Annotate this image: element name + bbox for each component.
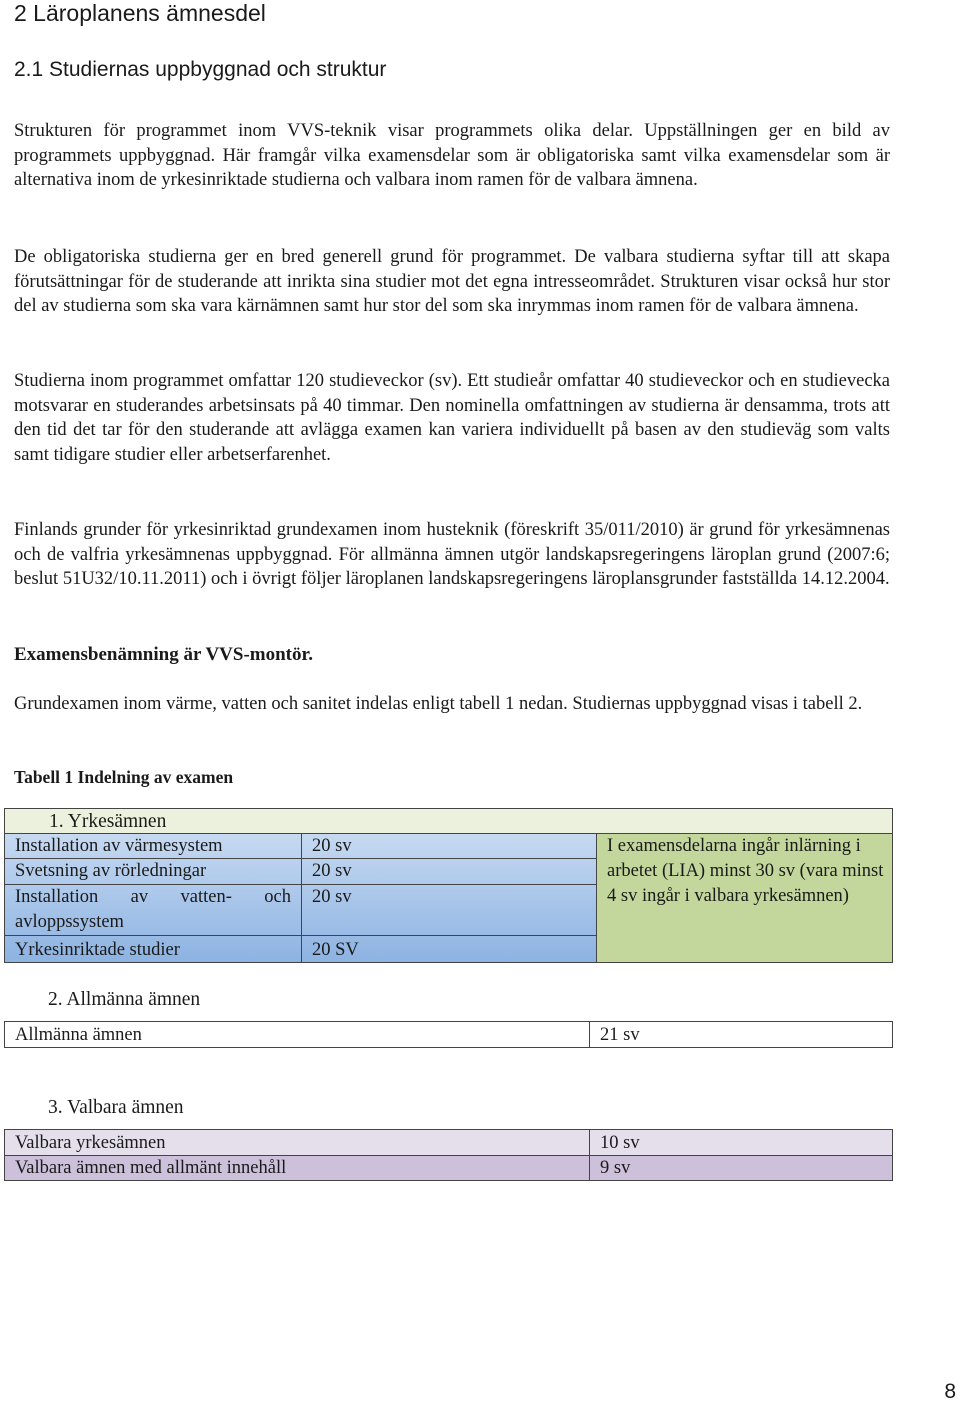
table-row-value: 9 sv bbox=[589, 1155, 893, 1181]
table-row-value: 10 sv bbox=[589, 1129, 893, 1156]
table-row-value: 20 sv bbox=[301, 884, 597, 936]
table-row-value: 20 sv bbox=[301, 833, 597, 859]
page-number: 8 bbox=[944, 1380, 956, 1403]
table-row-name: Installation av värmesystem bbox=[4, 833, 302, 859]
table-caption: Tabell 1 Indelning av examen bbox=[14, 767, 234, 787]
table-row-name: Yrkesinriktade studier bbox=[4, 935, 302, 963]
table-row-name: Allmänna ämnen bbox=[4, 1021, 590, 1048]
lia-note-text: I examensdelarna ingår inlärning i arbetet (LIA) minst 30 sv (vara minst 4 sv ingår i valbara yrkesämnen) bbox=[607, 836, 884, 906]
exam-title: Examensbenämning är VVS-montör. bbox=[14, 644, 313, 665]
section-2-heading: 2. Allmänna ämnen bbox=[48, 989, 201, 1010]
table-row-value: 20 SV bbox=[301, 935, 597, 963]
section-3-heading: 3. Valbara ämnen bbox=[48, 1097, 184, 1118]
paragraph-structure: Strukturen för programmet inom VVS-teknik visar programmets olika delar. Uppställningen ger en bild av programmets uppbyggnad. Här framgår vilka examensdelar som är obligatoriska samt vilka examensdelar som är alternativa inom de yrkesinriktade studierna och valbara inom ramen för de valbara ämnena. bbox=[14, 121, 890, 191]
table-row-name: Svetsning av rörledningar bbox=[4, 858, 302, 885]
subsection-heading: 2.1 Studiernas uppbyggnad och struktur bbox=[14, 58, 387, 81]
section-1-heading-text: 1. Yrkesämnen bbox=[49, 811, 167, 832]
lia-note-box bbox=[596, 833, 893, 963]
table-row-name: Installation av vatten- och avloppssystem bbox=[4, 884, 302, 936]
section-heading: 2 Läroplanens ämnesdel bbox=[14, 0, 266, 26]
table-row-name: Valbara yrkesämnen bbox=[4, 1129, 590, 1156]
table-row-name: Valbara ämnen med allmänt innehåll bbox=[4, 1155, 590, 1181]
table-row-value: 20 sv bbox=[301, 858, 597, 885]
section-1-heading bbox=[4, 808, 893, 834]
paragraph-obligatory: De obligatoriska studierna ger en bred generell grund för programmet. De valbara studierna syftar till att skapa förutsättningar för de studerande att inrikta sina studier mot det egna intresseområdet. Strukturen visar också hur stor del av studierna som ska vara kärnämnen samt hur stor del som ska inrymmas inom ramen för de valbara ämnena. bbox=[14, 247, 890, 317]
paragraph-regulations: Finlands grunder för yrkesinriktad grundexamen inom husteknik (föreskrift 35/011/2010) är grund för yrkesämnenas och de valfria yrkesämnenas uppbyggnad. För allmänna ämnen utgör landskapsregeringens läroplan grund (2007:6; beslut 51U32/10.11.2011) och i övrigt följer läroplanen landskapsregeringens läroplansgrunder fastställda 14.12.2004. bbox=[14, 520, 890, 590]
paragraph-study-weeks: Studierna inom programmet omfattar 120 studieveckor (sv). Ett studieår omfattar 40 studieveckor och en studievecka motsvarar en studerandes arbetsinsats på 40 timmar. Den nominella omfattningen av studierna är densamma, trots att den tid det tar för den studerande att avlägga examen kan variera individuellt på basen av den studieväg som valts samt tidigare studier eller arbetserfarenhet. bbox=[14, 371, 890, 465]
table-row-value: 21 sv bbox=[589, 1021, 893, 1048]
paragraph-intro: Grundexamen inom värme, vatten och sanitet indelas enligt tabell 1 nedan. Studiernas uppbyggnad visas i tabell 2. bbox=[14, 694, 863, 714]
